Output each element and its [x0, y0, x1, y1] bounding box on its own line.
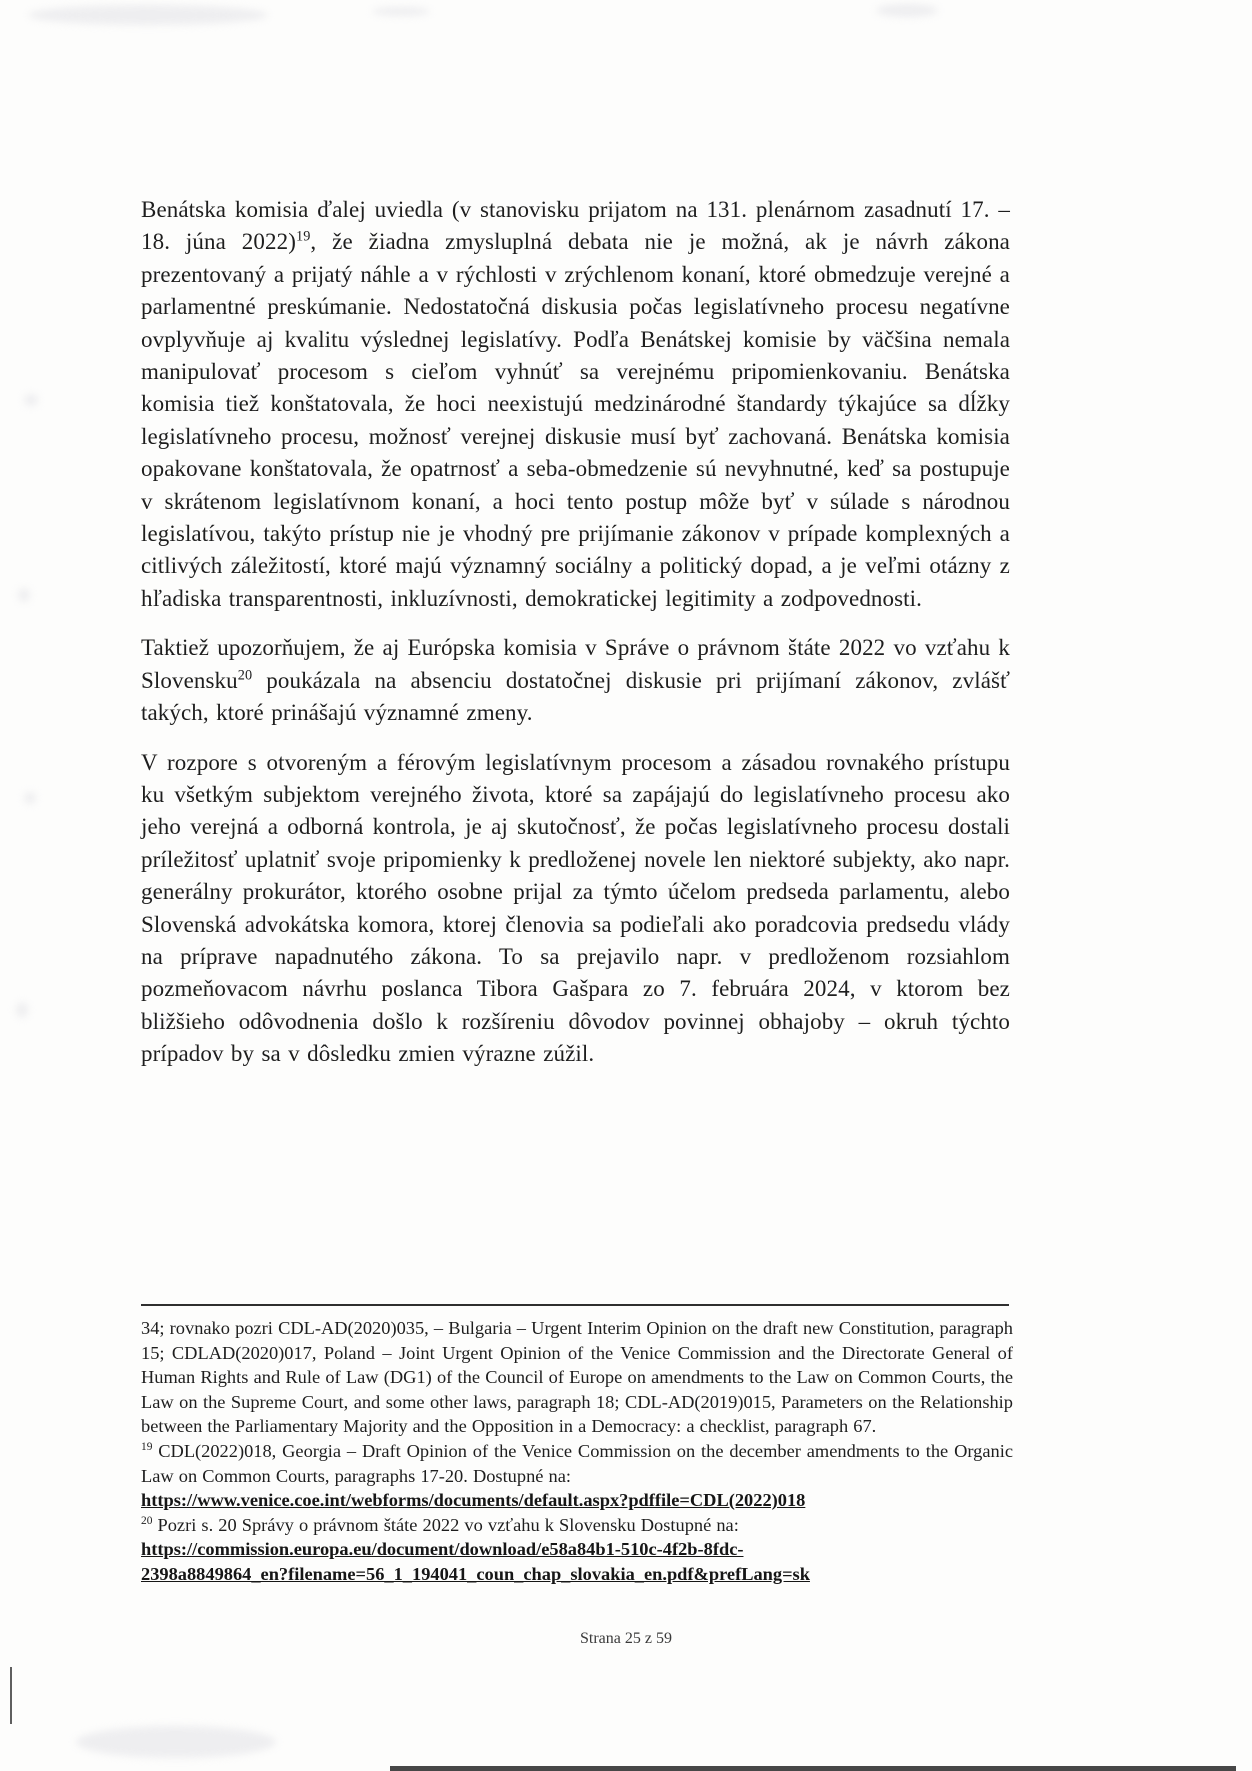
scan-smudge	[876, 4, 938, 17]
paragraph-eu-commission-rule-of-law	[141, 632, 1010, 729]
footnote-continuation	[141, 1316, 1013, 1439]
scan-line-artifact-vertical	[10, 1667, 12, 1724]
page-body-text	[141, 194, 1010, 1071]
paragraph-legislative-process-objection	[141, 747, 1010, 1071]
text-run: V rozpore s otvoreným a férovým legislatívnym procesom a zásadou rovnakého prístupu ku všetkým subjektom verejného života, ktoré sa zapájajú do legislatívneho procesu ako jeho verejná a odborná kontrola, je aj skutočnosť, že počas legislatívneho procesu dostali príležitosť uplatniť svoje pripomienky k predloženej novele len niektoré subjekty, ako napr. generálny prokurátor, ktorého osobne prijal za týmto účelom predseda parlamentu, alebo Slovenská advokátska komora, ktorej členovia sa podieľali ako poradcovia predsedu vlády na príprave napadnutého zákona. To sa prejavilo napr. v predloženom rozsiahlom pozmeňovacom návrhu poslanca Tibora Gašpara zo 7. februára 2024, v ktorom bez bližšieho odôvodnenia došlo k rozšíreniu dôvodov povinnej obhajoby – okruh týchto prípadov by sa v dôsledku zmien výrazne zúžil.	[141, 749, 1010, 1067]
text-run: CDL(2022)018, Georgia – Draft Opinion of the Venice Commission on the december amendments to the Organic Law on Common Courts, paragraphs 17-20. Dostupné na:	[141, 1440, 1013, 1486]
scan-smudge	[372, 7, 430, 16]
footnote-url-link[interactable]: https://www.venice.coe.int/webforms/documents/default.aspx?pdffile=CDL(2022)018	[141, 1490, 806, 1511]
scan-smudge	[16, 1002, 28, 1018]
footnote-reference: 19	[295, 228, 311, 245]
text-run: , že žiadna zmysluplná debata nie je možná, ak je návrh zákona prezentovaný a prijatý náhle a v rýchlosti v zrýchlenom konaní, ktoré obmedzuje verejné a parlamentné preskúmanie. Nedostatočná diskusia počas legislatívneho procesu negatívne ovplyvňuje aj kvalitu výslednej legislatívy. Podľa Benátskej komisie by väčšina nemala manipulovať procesom s cieľom vyhnúť sa verejnému pripomienkovaniu. Benátska komisia tiež konštatovala, že hoci neexistujú medzinárodné štandardy týkajúce sa dĺžky legislatívneho procesu, možnosť verejnej diskusie musí byť zachovaná. Benátska komisia opakovane konštatovala, že opatrnosť a seba-obmedzenie sú nevyhnutné, keď sa postupuje v skrátenom legislatívnom konaní, a hoci tento postup môže byť v súlade s národnou legislatívou, takýto prístup nie je vhodný pre prijímanie zákonov v prípade komplexných a citlivých záležitostí, ktoré majú významný sociálny a politický dopad, a je veľmi otázny z hľadiska transparentnosti, inkluzívnosti, demokratickej legitimity a zodpovednosti.	[141, 229, 1010, 611]
scan-line-artifact-bottom	[390, 1766, 1236, 1771]
footnote-reference: 20	[141, 1514, 153, 1527]
footnote-url-link[interactable]: https://commission.europa.eu/document/download/e58a84b1-510c-4f2b-8fdc-	[141, 1539, 744, 1560]
footnote-reference: 19	[141, 1440, 153, 1453]
footnotes-section	[141, 1316, 1013, 1587]
scan-smudge	[24, 394, 38, 406]
text-run: poukázala na absenciu dostatočnej diskusie pri prijímaní zákonov, zvlášť takých, ktoré prinášajú významné zmeny.	[141, 667, 1010, 726]
scan-smudge	[18, 588, 30, 602]
text-run: Pozri s. 20 Správy o právnom štáte 2022 vo vzťahu k Slovensku Dostupné na:	[152, 1514, 739, 1535]
footnote-separator-line	[141, 1304, 1009, 1306]
footnote-url-link[interactable]: 2398a8849864_en?filename=56_1_194041_coun_chap_slovakia_en.pdf&prefLang=sk	[141, 1563, 810, 1584]
footnote-20	[141, 1513, 1013, 1587]
text-run: 34; rovnako pozri CDL-AD(2020)035, – Bulgaria – Urgent Interim Opinion on the draft new Constitution, paragraph 15; CDLAD(2020)017, Poland – Joint Urgent Opinion of the Venice Commission and the Directorate General of Human Rights and Rule of Law (DG1) of the Council of Europe on amendments to the Law on Common Courts, the Law on the Supreme Court, and some other laws, paragraph 18; CDL-AD(2019)015, Parameters on the Relationship between the Parliamentary Majority and the Opposition in a Democracy: a checklist, paragraph 67.	[141, 1318, 1013, 1437]
page-number: Strana 25 z 59	[580, 1630, 672, 1647]
footnote-reference: 20	[237, 667, 253, 684]
text-run: Benátska komisia ďalej uviedla (v stanovisku prijatom na 131. plenárnom zasadnutí 17. – 18. júna 2022)	[141, 197, 1010, 255]
paragraph-venice-commission-opinion	[141, 194, 1010, 615]
text-run: Taktiež upozorňujem, že aj Európska komisia v Správe o právnom štáte 2022 vo vzťahu k Slovensku	[141, 635, 1010, 693]
footnote-19	[141, 1439, 1013, 1513]
scan-smudge	[24, 792, 36, 804]
scan-smudge	[76, 1726, 276, 1758]
scan-smudge	[28, 5, 268, 25]
